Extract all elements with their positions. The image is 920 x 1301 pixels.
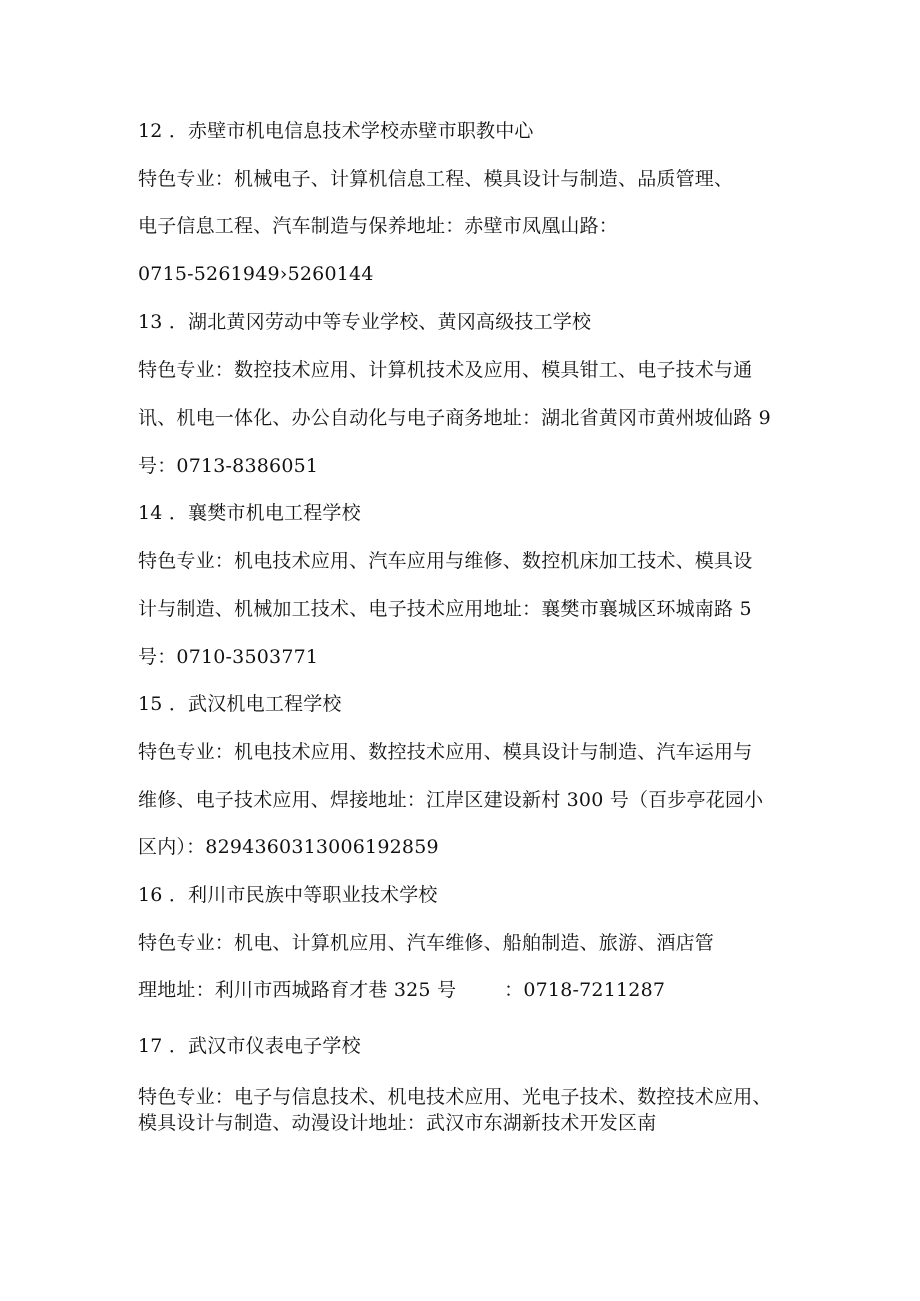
school-15-line-1: 特色专业：机电技术应用、数控技术应用、模具设计与制造、汽车运用与 — [138, 741, 753, 763]
school-15-line-3: 区内）：8294360313006192859 — [138, 836, 439, 858]
school-12-line-3: 0715-5261949›5260144 — [138, 263, 374, 285]
school-16-heading: 16 ．利川市民族中等职业技术学校 — [138, 884, 438, 906]
school-12-line-2: 电子信息工程、汽车制造与保养地址：赤壁市凤凰山路： — [138, 215, 619, 237]
school-17-line-2: 模具设计与制造、动漫设计地址：武汉市东湖新技术开发区南 — [138, 1112, 657, 1134]
school-12-line-1: 特色专业：机械电子、计算机信息工程、模具设计与制造、品质管理、 — [138, 168, 734, 190]
school-14-heading: 14 ．襄樊市机电工程学校 — [138, 502, 361, 524]
school-17-heading: 17 ．武汉市仪表电子学校 — [138, 1035, 361, 1057]
school-14-line-1: 特色专业：机电技术应用、汽车应用与维修、数控机床加工技术、模具设 — [138, 550, 753, 572]
school-13-heading: 13 ．湖北黄冈劳动中等专业学校、黄冈高级技工学校 — [138, 311, 592, 333]
school-16-line-2 — [138, 977, 838, 1003]
school-13-line-1: 特色专业：数控技术应用、计算机技术及应用、模具钳工、电子技术与通 — [138, 359, 753, 381]
school-12-heading: 12 ．赤壁市机电信息技术学校赤壁市职教中心 — [138, 120, 534, 142]
school-17-line-1: 特色专业：电子与信息技术、机电技术应用、光电子技术、数控技术应用、 — [138, 1086, 772, 1108]
school-16-phone: ：0718-7211287 — [504, 979, 666, 1001]
school-14-line-3: 号：0710-3503771 — [138, 646, 319, 668]
school-13-line-2: 讯、机电一体化、办公自动化与电子商务地址：湖北省黄冈市黄州坡仙路 9 — [138, 407, 771, 429]
school-15-line-2: 维修、电子技术应用、焊接地址：江岸区建设新村 300 号（百步亭花园小 — [138, 789, 764, 811]
school-13-line-3: 号：0713-8386051 — [138, 455, 319, 477]
school-15-heading: 15 ．武汉机电工程学校 — [138, 693, 342, 715]
school-14-line-2: 计与制造、机械加工技术、电子技术应用地址：襄樊市襄城区环城南路 5 — [138, 598, 752, 620]
school-16-address: 理地址：利川市西城路育才巷 325 号 — [138, 979, 457, 1001]
school-16-line-1: 特色专业：机电、计算机应用、汽车维修、船舶制造、旅游、酒店管 — [138, 932, 715, 954]
